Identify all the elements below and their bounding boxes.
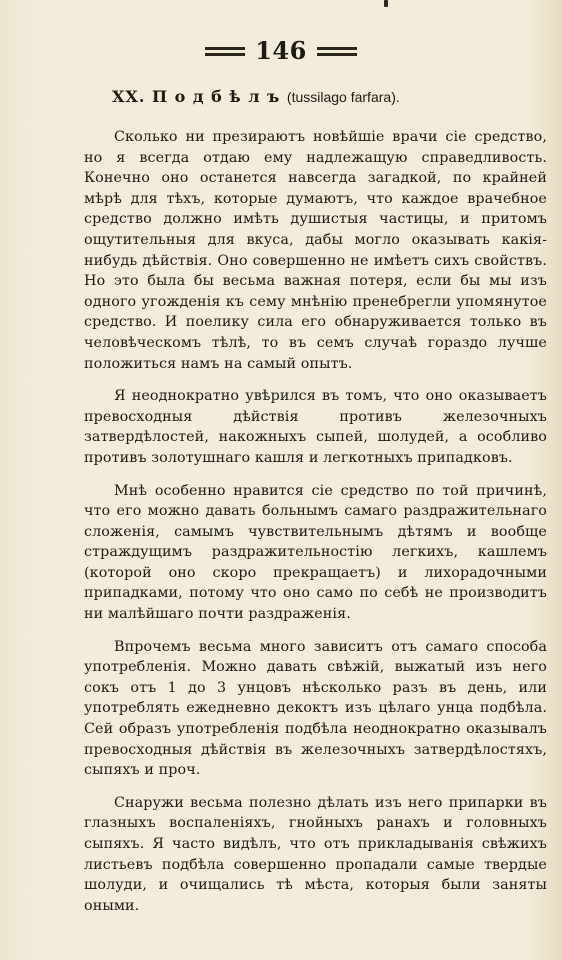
section-word: П о д б ѣ л ъ [151,87,281,106]
paragraph-1: Сколько ни презираютъ новѣйшіе врачи сіе средство, но я всегда отдаю ему надлежащую справедливость. Конечно оно останется навсегда загадкой, по крайней мѣрѣ для тѣхъ, которые думаютъ, что каждое врачебное средство должно имѣть душистыя частицы, и притомъ ощутительныя для вкуса, дабы могло оказывать какія-нибудь дѣйствія. Оно совершенно не имѣетъ сихъ свойствъ. Но это была бы весьма важная потеря, если бы мы изъ одного угожденія къ сему мнѣнію пренебрегли упомянутое средство. И поелику сила его обнаруживается только въ человѣческомъ тѣлѣ, то въ семъ случаѣ гораздо лучше положиться намъ на самый опытъ. [84,129,547,372]
latin-close-paren: ). [391,89,400,105]
latin-name [287,89,400,105]
section-numeral: XX. [112,87,146,106]
ink-dot [384,0,388,7]
paragraph-2: Я неоднократно увѣрился въ томъ, что оно оказываетъ превосходныя дѣйствія противъ железочныхъ затвердѣлостей, накожныхъ сыпей, шолудей, а особливо противъ золотушнаго кашля и легкотныхъ припадковъ. [84,388,547,466]
latin-open-paren: ( [286,89,292,105]
latin-species-name: tussilago farfara [291,89,392,105]
page-header [0,36,562,66]
paragraph-4: Впрочемъ весьма много зависитъ отъ самаго способа употребленія. Можно давать свѣжій, выжатый изъ него сокъ отъ 1 до 3 унцовъ нѣсколько разъ въ день, или употреблять ежедневно декоктъ изъ цѣлаго унца подбѣла. Сей образъ употребленія подбѣла неоднократно оказывалъ превосходныя дѣйствія въ железочныхъ затвердѣлостяхъ, сыпяхъ и проч. [84,638,547,779]
page-number: 146 [255,36,307,65]
right-ornament-rule [317,47,357,56]
body-text [84,127,547,916]
left-ornament-rule [205,47,245,56]
paragraph-3: Мнѣ особенно нравится сіе средство по той причинѣ, что его можно давать больнымъ самаго раздражительнаго сложенія, самымъ чувствительнымъ дѣтямъ и вообще страждущимъ раздражительностію легкихъ, кашлемъ (которой оно скоро прекращаетъ) и лихорадочными припадками, потому что оно само по себѣ не производитъ ни малѣйшаго почти раздраженія. [84,482,547,623]
section-title [112,87,492,106]
paragraph-5: Снаружи весьма полезно дѣлать изъ него припарки въ глазныхъ воспаленіяхъ, гнойныхъ ранахъ и головныхъ сыпяхъ. Я часто видѣлъ, что отъ прикладыванія свѣжихъ листьевъ подбѣла совершенно пропадали самые твердые шолуди, и очищались тѣ мѣста, которыя были заняты оными. [84,794,547,914]
